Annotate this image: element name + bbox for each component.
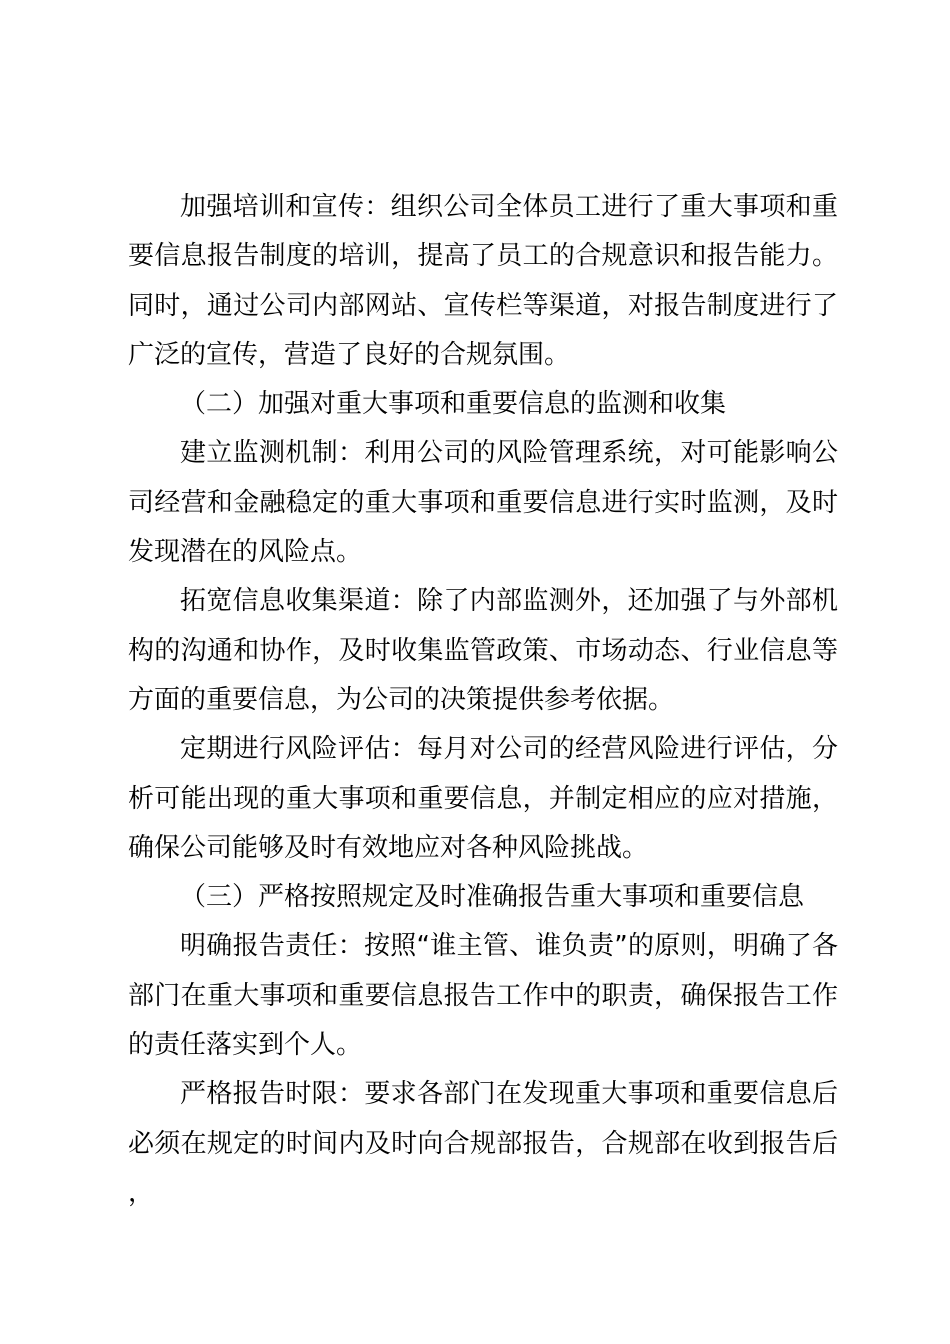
document-body — [128, 183, 838, 1218]
paragraph-monitoring-mechanism: 建立监测机制：利用公司的风险管理系统，对可能影响公司经营和金融稳定的重大事项和重要信息进行实时监测，及时发现潜在的风险点。 — [128, 438, 838, 568]
paragraph-risk-assessment: 定期进行风险评估：每月对公司的经营风险进行评估，分析可能出现的重大事项和重要信息，并制定相应的应对措施，确保公司能够及时有效地应对各种风险挑战。 — [128, 734, 838, 863]
paragraph-info-channels: 拓宽信息收集渠道：除了内部监测外，还加强了与外部机构的沟通和协作，及时收集监管政策、市场动态、行业信息等方面的重要信息，为公司的决策提供参考依据。 — [128, 586, 838, 715]
paragraph-reporting-responsibility: 明确报告责任：按照“谁主管、谁负责”的原则，明确了各部门在重大事项和重要信息报告工作中的职责，确保报告工作的责任落实到个人。 — [128, 931, 838, 1061]
paragraph-training-promotion: 加强培训和宣传：组织公司全体员工进行了重大事项和重要信息报告制度的培训，提高了员工的合规意识和报告能力。同时，通过公司内部网站、宣传栏等渠道，对报告制度进行了广泛的宣传，营造了良好的合规氛围。 — [128, 192, 838, 370]
section-heading-3: （三）严格按照规定及时准确报告重大事项和重要信息 — [180, 882, 805, 913]
section-heading-2: （二）加强对重大事项和重要信息的监测和收集 — [180, 389, 727, 420]
paragraph-reporting-deadline: 严格报告时限：要求各部门在发现重大事项和重要信息后必须在规定的时间内及时向合规部报告，合规部在收到报告后， — [128, 1079, 838, 1208]
